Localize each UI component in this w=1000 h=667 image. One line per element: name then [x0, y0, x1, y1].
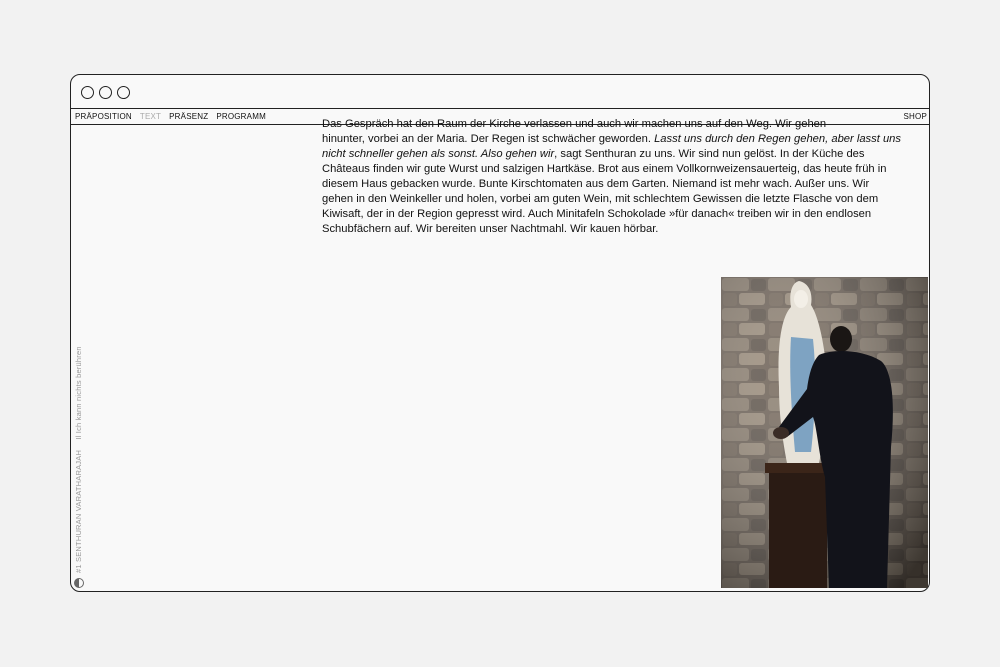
article-cut-line: Das Gespräch hat den Raum der Kirche verlassen und auch wir machen uns auf den Weg. Wir gehen	[322, 118, 827, 130]
nav-item-text[interactable]: TEXT	[139, 112, 162, 121]
nav-item-praeposition[interactable]: PRÄPOSITION	[75, 112, 132, 121]
shop-link[interactable]: SHOP	[903, 112, 927, 121]
title-bar	[71, 75, 929, 109]
browser-window	[70, 74, 930, 592]
statue-photo-illustration	[721, 277, 928, 588]
article-paragraph	[322, 132, 902, 237]
article-text-part-1: hinunter, vorbei an der Maria. Der Regen ist schwächer geworden.	[322, 133, 655, 145]
vertical-sidebar-caption	[74, 338, 83, 573]
page-content	[71, 118, 929, 591]
article-text	[322, 117, 902, 237]
chapter-subtitle: Il Ich kann nichts berühren	[74, 346, 83, 440]
author-label: #1 SENTHURAN VARATHARAJAH	[74, 449, 83, 573]
article-text-part-2: , sagt Senthuran zu uns. Wir sind nun gelöst. In der Küche des Châteaus finden wir gute Wurst und salzigen Hartkäse. Brot aus einem Vollkornweizensauerteig, das heute früh in diesem Haus gebacken wurde. Bunte Kirschtomaten aus dem Garten. Niemand ist mehr wach. Außer uns. Wir gehen in den Weinkeller und holen, vorbei am guten Wein, mit schlechtem Gewissen die letzte Flasche von dem Kiwisaft, der in der Region gepresst wird. Auch Minitafeln Schokolade »für danach« treiben wir in den endlosen Schubfächern auf. Wir bereiten unser Nachtmahl. Wir kauen hörbar.	[322, 148, 887, 235]
window-maximize-icon[interactable]	[117, 86, 130, 99]
article-italic-quote: Lasst uns durch den Regen gehen, aber lasst uns nicht schneller gehen als sonst. Also gehen wir	[322, 133, 901, 160]
window-close-icon[interactable]	[81, 86, 94, 99]
window-minimize-icon[interactable]	[99, 86, 112, 99]
nav-item-programm[interactable]: PROGRAMM	[216, 112, 266, 121]
theme-toggle-icon[interactable]	[74, 578, 84, 588]
nav-item-praesenz[interactable]: PRÄSENZ	[169, 112, 209, 121]
photo-man-with-madonna-statue	[721, 277, 928, 588]
